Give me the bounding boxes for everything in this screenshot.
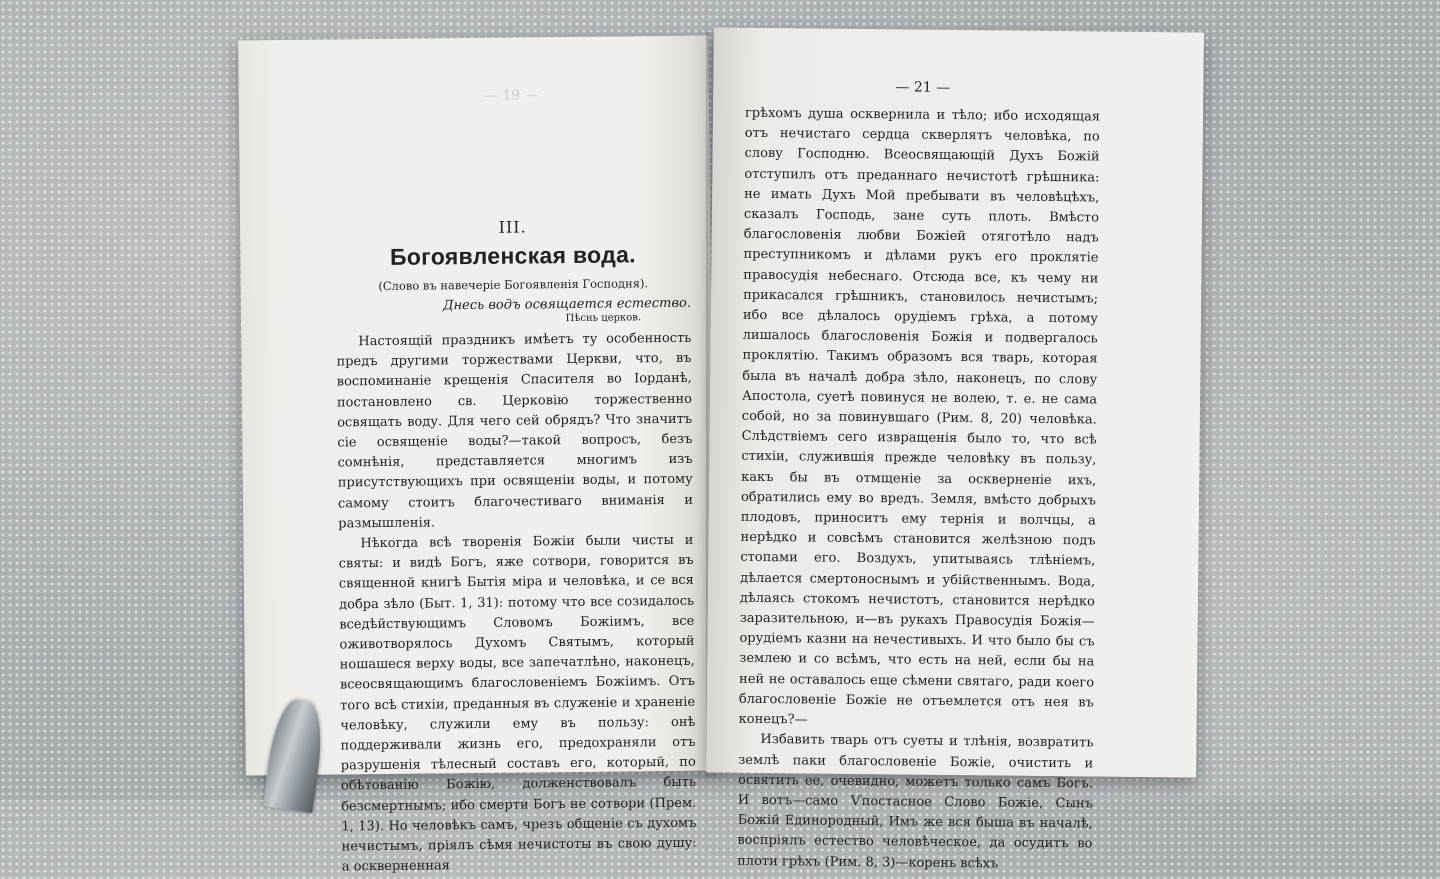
chapter-subtitle: (Слово въ навечеріе Богоявленія Господня).	[378, 276, 649, 294]
left-page-number-ghost: — 19 —	[483, 87, 539, 104]
left-page	[238, 36, 716, 875]
paragraph: грѣхомъ душа осквернила и тѣло; ибо исходящая отъ нечистаго сердца скверлятъ человѣка, по слову Господню. Всеосвящающій Духъ Божій отступилъ отъ преданнаго нечистотѣ грѣшника: не имать Духъ Мой пребывати въ человѣцѣхъ, сказалъ Господь, зане суть плоть. Вмѣсто благословенія любви Божіей отяготѣло надъ преступникомъ и дѣлами рукъ его проклятіе правосудія небеснаго. Отсюда все, къ чему ни прикасался грѣшникъ, становилось нечистымъ; ибо все дѣлалось орудіемъ грѣха, а потому лишалось благословенія Божія и подвергалось проклятію. Такимъ образомъ вся тварь, которая была въ началѣ добра зѣло, наконецъ, по слову Апостола, суетѣ повинуся не волею, т. е. не сама собой, но за повинувшаго (Рим. 8, 20) человѣка. Слѣдствіемъ сего извращенія было то, что всѣ стихіи, служившія прежде человѣку въ пользу, какъ бы въ отмщеніе за оскверненіе ихъ, обратились ему во вредъ. Земля, вмѣсто добрыхъ плодовъ, приноситъ ему тернія и волчцы, а нерѣдко и совсѣмъ становится желѣзною подъ стопами его. Воздухъ, упитываясь тлѣніемъ, дѣлается смертоноснымъ и убійственнымъ. Вода, дѣлаясь стокомъ нечистотъ, становится нерѣдко заразительною, и—въ рукахъ Правосудія Божія—орудіемъ казни на нечестивыхъ. И что было бы съ землею и со всѣмъ, что есть на ней, если бы на ней не оставалось еще сѣмени святаго, ради коего благословеніе Божіе не отъемлется отъ нея въ конецъ?—	[738, 105, 1101, 728]
paragraph: Нѣкогда всѣ творенія Божіи были чисты и святы: и видѣ Богъ, яже сотвори, говорится въ священной книгѣ Бытія міра и человѣка, и се вся добра зѣло (Быт. 1, 31): потому что все созидалось вседѣйствующимъ Словомъ Божіимъ, все оживотворялось Духомъ Святымъ, который ношашеся верху воды, все запечатлѣно, наконецъ, всеосвящающимъ благословеніемъ Божіимъ. Отъ того всѣ стихіи, преданныя въ служеніе и храненіе человѣку, служили ему въ пользу: онѣ поддерживали жизнь его, предохраняли отъ разрушенія тѣлесный составъ его, который, по обѣтованію Божію, долженствовалъ быть безсмертнымъ; ибо смерти Богъ не сотвори (Прем. 1, 13). Но человѣкъ самъ, чрезъ общеніе съ духомъ нечистымъ, пріялъ сѣмя нечистоты въ свою душу: а оскверненная	[338, 532, 697, 875]
epigraph-source: Пѣснь церков.	[565, 312, 642, 325]
paragraph: Избавить тварь отъ суеты и тлѣнія, возвратить землѣ паки благословеніе Божіе, очистить и освятить ее, очевидно, можетъ только самъ Богъ. И вотъ—само Ѵпостасное Слово Божіе, Сынъ Божій Единородный, Имъ же вся быша въ началѣ, воспріялъ естество человѣческое, да осудитъ во плоти грѣхъ (Рим. 8, 3)—корень всѣхъ	[737, 732, 1094, 871]
left-page-body	[336, 329, 697, 878]
right-page	[706, 27, 1204, 871]
chapter-title: Богоявленская вода.	[389, 241, 636, 270]
chapter-number: III.	[498, 217, 527, 237]
right-page-content	[737, 28, 1101, 871]
right-page-body	[737, 104, 1100, 875]
paragraph: Настоящій праздникъ имѣетъ ту особенность предъ другими торжествами Церкви, что, въ воспоминаніе крещенія Спасителя во Іорданѣ, постановлено св. Церковію торжественно освящать воду. Для чего сей обрядъ? Что значитъ сіе освященіе воды?—такой вопросъ, безъ сомнѣнія, представляется многимъ изъ присутствующихъ при освященіи воды, и потому самому стоитъ благочестиваго вниманія и размышленія.	[336, 330, 694, 532]
right-page-number: — 21 —	[895, 79, 951, 96]
left-page-content	[333, 36, 697, 875]
epigraph: Днесь водъ освящается естество.	[442, 295, 692, 314]
